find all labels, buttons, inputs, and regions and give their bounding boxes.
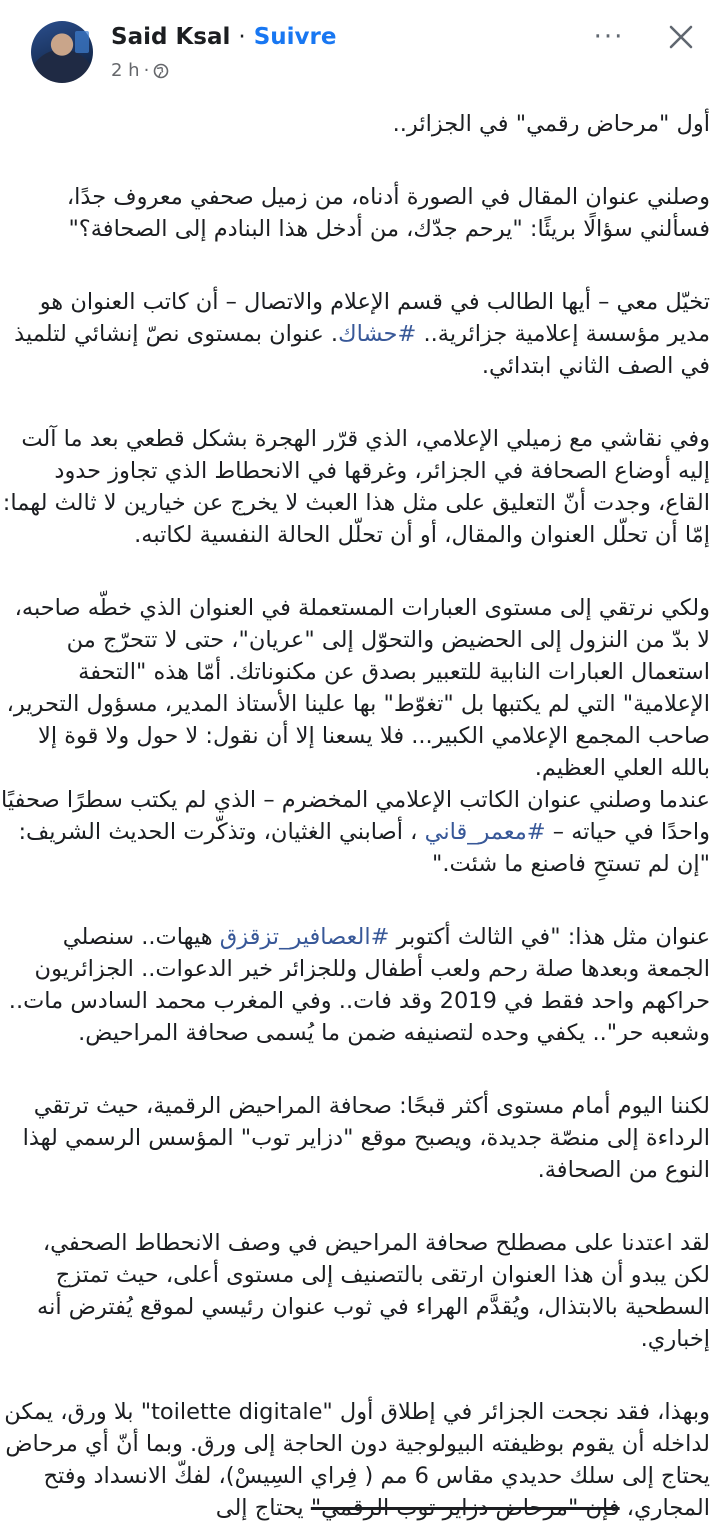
post-paragraph-5b [0, 784, 710, 880]
post-paragraph-6 [0, 921, 710, 1049]
post-paragraph-7: لكننا اليوم أمام مستوى أكثر قبحًا: صحافة المراحيض الرقمية، حيث ترتقي الرداءة إلى منصّة جديدة، ويصبح موقع "دزاير توب" المؤسس الرسمي لهذا النوع من الصحافة. [22, 1093, 710, 1183]
meta-separator: · [143, 60, 150, 81]
post-paragraph-8: لقد اعتدنا على مصطلح صحافة المراحيض في وصف الانحطاط الصحفي، لكن يبدو أن هذا العنوان ارتقى بالتصنيف إلى مستوى أعلى، حيث تمتزج السطحية بالابتذال، ويُقدَّم الهراء في ثوب عنوان رئيسي لموقع يُفترض أنه إخباري. [37, 1230, 710, 1352]
post-paragraph-1: أول "مرحاض رقمي" في الجزائر.. [392, 111, 710, 137]
paragraph-text: . عنوان بمستوى نصّ إنشائي لتلميذ في الصف الثاني ابتدائي. [14, 321, 710, 379]
hashtag-link[interactable]: #حشاك [338, 321, 417, 347]
close-button[interactable] [664, 20, 698, 54]
post-body [0, 108, 710, 1521]
paragraph-text: وبهذا، فقد نجحت الجزائر في إطلاق أول "toilette digitale" بلا ورق، يمكن لداخله أن يقوم بوظيفته البيولوجية دون الحاجة إلى ورق. وبما أنّ أي مرحاض يحتاج إلى سلك حديدي مقاس 6 مم ( فِراي السِيسْ)، لفكّ الانسداد وفتح المجاري، [4, 1399, 710, 1521]
post-paragraph-2: وصلني عنوان المقال في الصورة أدناه، من زميل صحفي معروف جدًا، فسألني سؤالًا بريئًا: "يرحم جدّك، من أدخل هذا البنادم إلى الصحافة؟" [66, 184, 710, 242]
paragraph-text: تخيّل معي – أيها الطالب في قسم الإعلام والاتصال – أن كاتب العنوان هو مدير مؤسسة إعلامية جزائرية.. [39, 289, 710, 347]
post-time[interactable]: 2 h [111, 60, 140, 81]
post-paragraph-5: ولكي نرتقي إلى مستوى العبارات المستعملة في العنوان الذي خطّه صاحبه، لا بدّ من النزول إلى الحضيض والتحوّل إلى "عريان"، حتى لا تتحرّج من استعمال العبارات النابية للتعبير بصدق عن مكنوناتك. أمّا هذه "التحفة الإعلامية" التي لم يكتبها بل "تغوّط" بها علينا الأستاذ المدير، مسؤول التحرير، صاحب المجمع الإعلامي الكبير... فلا يسعنا إلا أن نقول: لا حول ولا قوة إلا بالله العلي العظيم. [6, 595, 710, 781]
post-header [0, 0, 723, 100]
hashtag-link[interactable]: #معمر_قاني [424, 819, 546, 845]
paragraph-text: ، أصابني الغثيان، وتذكّرت الحديث الشريف: "إن لم تستحِ فاصنع ما شئت." [18, 819, 710, 877]
paragraph-text: هيهات.. سنصلي الجمعة وبعدها صلة رحم ولعب أطفال وللجزائر خير الدعوات.. الجزائريون حراكهم واحد فقط في 2019 وقد فات.. وفي المغرب محمد السادس مات.. وشعبه حر".. يكفي وحده لتصنيفه ضمن ما يُسمى صحافة المراحيض. [8, 924, 710, 1046]
avatar[interactable] [31, 21, 93, 83]
post-paragraph-4: وفي نقاشي مع زميلي الإعلامي، الذي قرّر الهجرة بشكل قطعي بعد ما آلت إليه أوضاع الصحافة في الجزائر، وغرقها في الانحطاط الذي تجاوز حدود القاع، وجدت أنّ التعليق على مثل هذا العبث لا يخرج عن خيارين لا ثالث لهما: إمّا أن تحلّل العنوان والمقال، أو أن تحلّل الحالة النفسية لكاتبه. [2, 426, 710, 548]
author-line [111, 24, 336, 50]
globe-icon [153, 63, 169, 79]
name-separator: · [238, 24, 246, 50]
follow-button[interactable]: Suivre [253, 24, 337, 50]
hashtag-link[interactable]: #العصافير_تزقزق [219, 924, 390, 950]
struck-text: فإن "مرحاض دزاير توب الرقمي" [310, 1495, 620, 1521]
more-options-button[interactable]: ··· [593, 22, 625, 52]
post-meta [111, 60, 169, 81]
post-paragraph-3 [0, 286, 710, 382]
post-paragraph-9 [0, 1396, 710, 1524]
close-icon [664, 20, 698, 54]
paragraph-text: يحتاج إلى [215, 1495, 311, 1521]
paragraph-text: عندما وصلني عنوان الكاتب الإعلامي المخضرم – الذي لم يكتب سطرًا صحفيًا واحدًا في حياته – [1, 787, 710, 845]
author-name[interactable]: Said Ksal [111, 24, 231, 50]
paragraph-text: عنوان مثل هذا: "في الثالث أكتوبر [389, 924, 710, 950]
